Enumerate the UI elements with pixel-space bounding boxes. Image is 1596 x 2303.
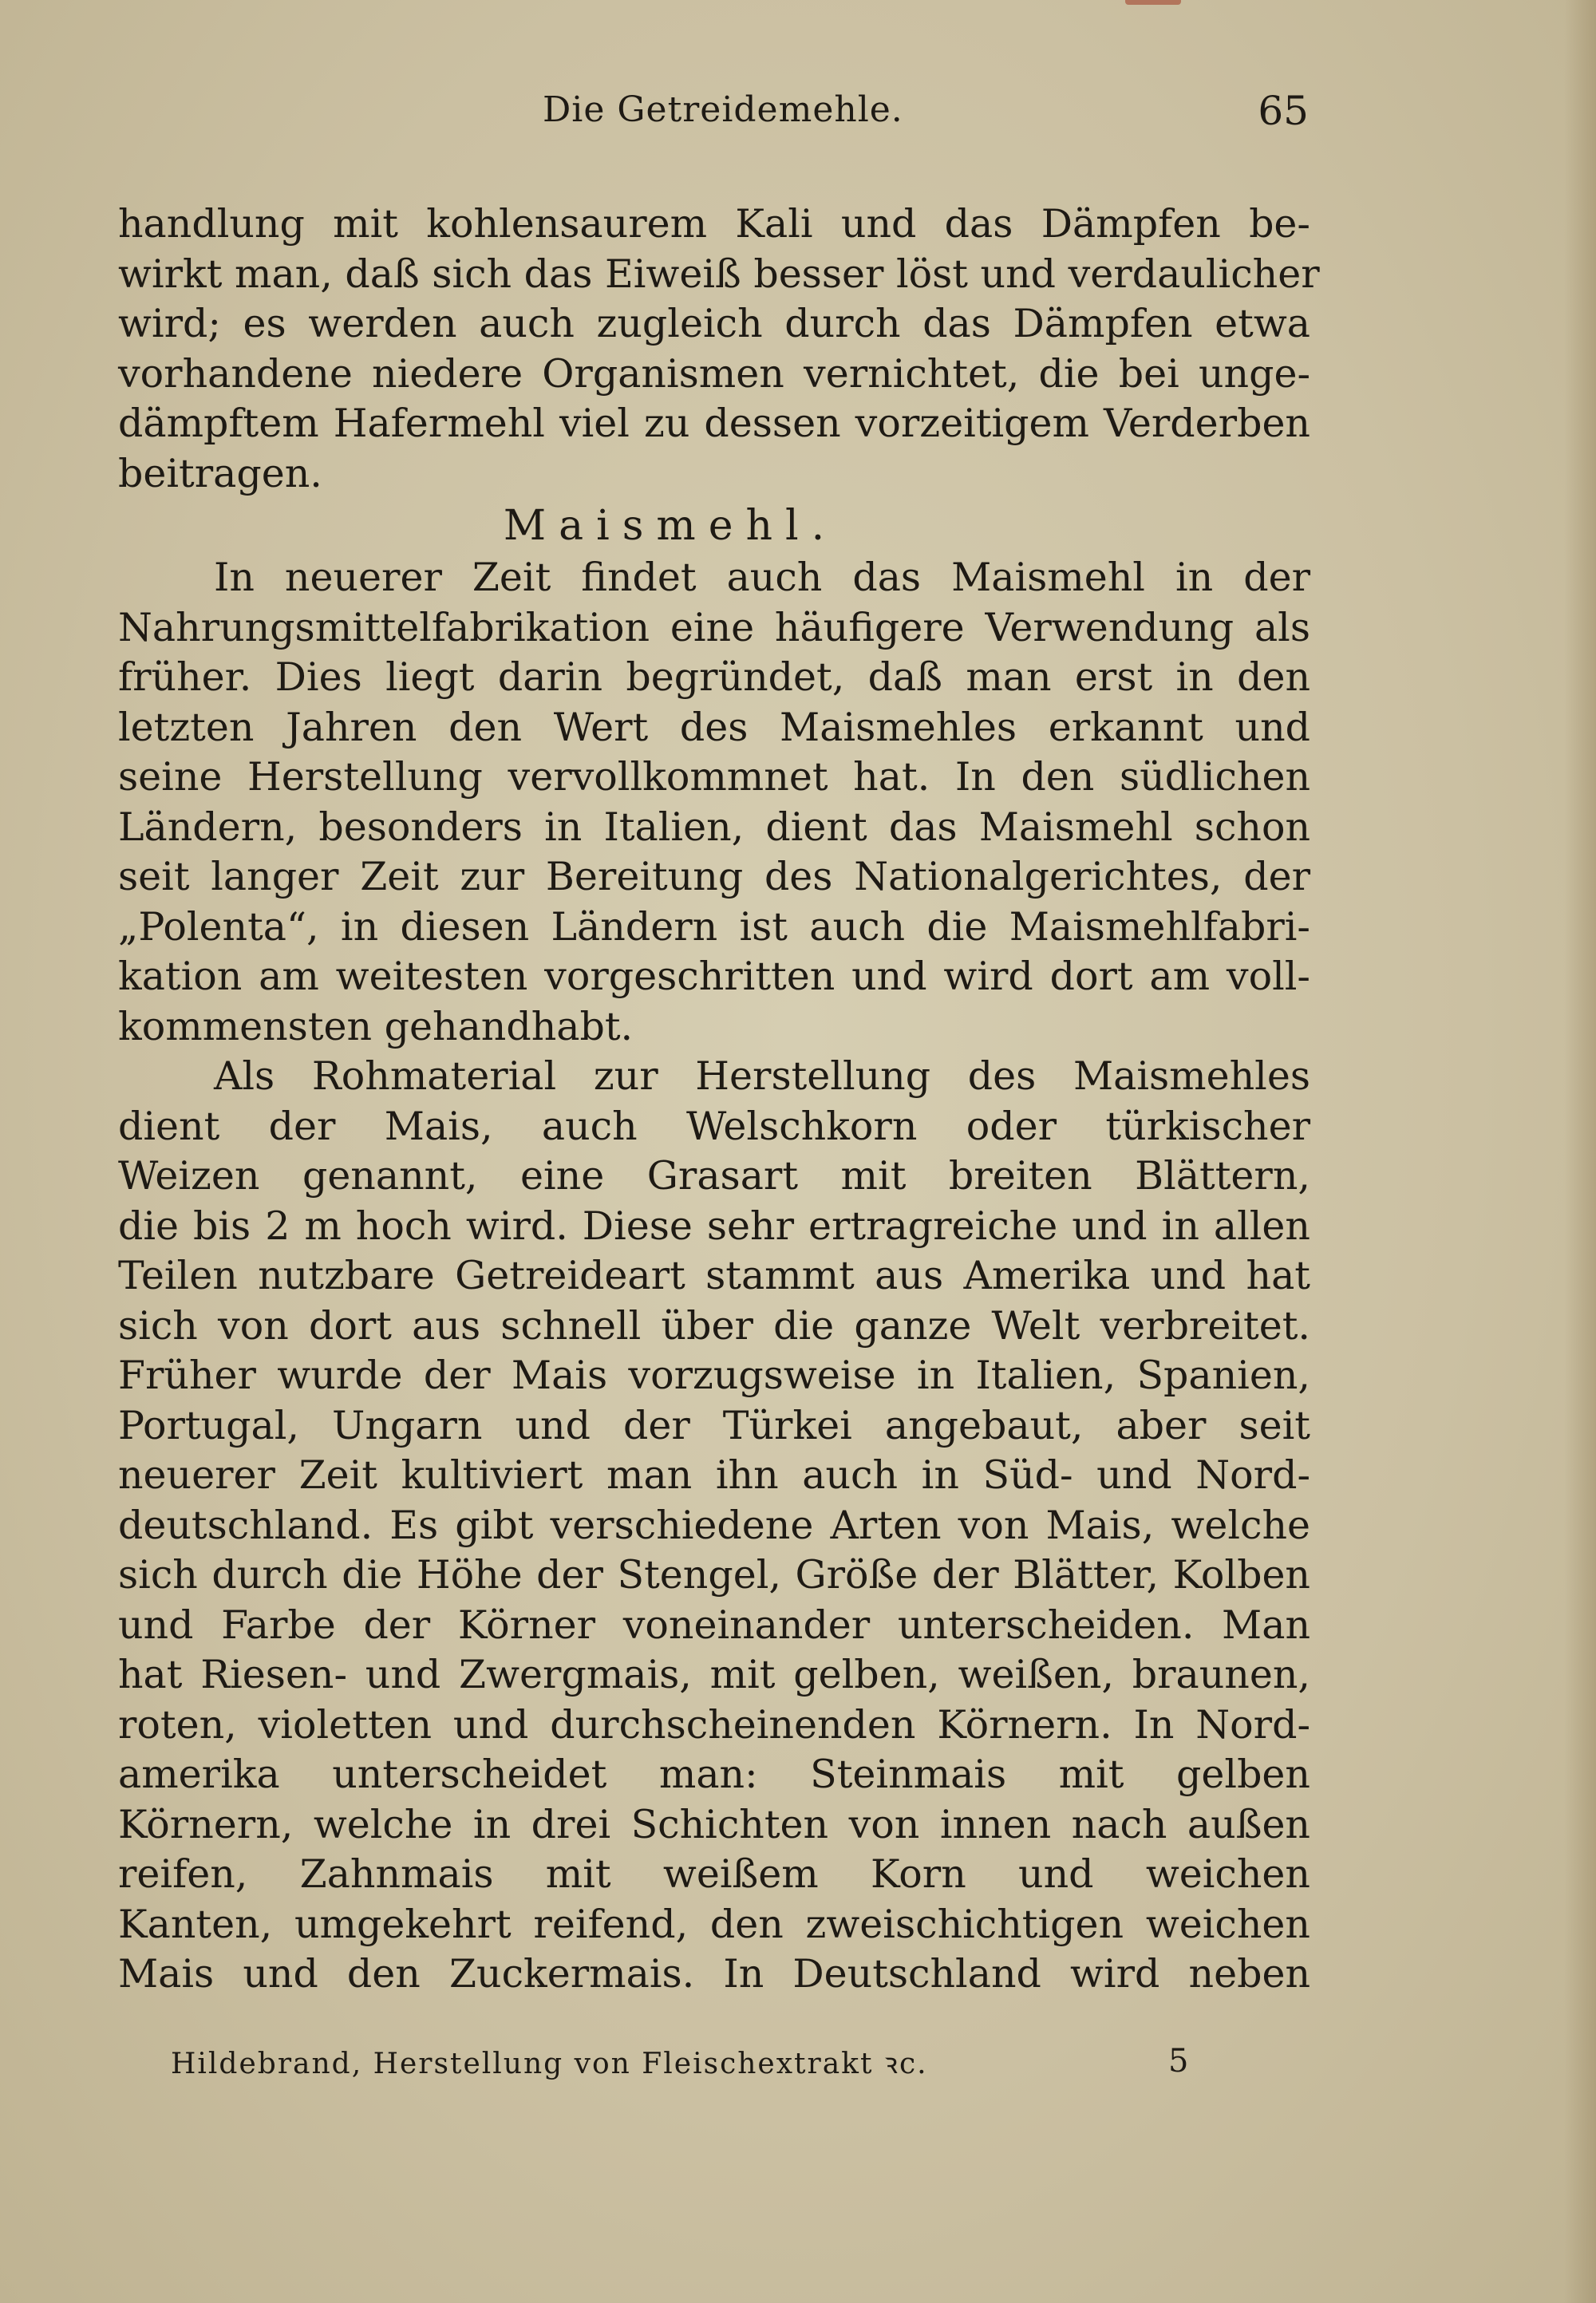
text-line: reifen, Zahnmais mit weißem Korn und weichen: [118, 1851, 1310, 1897]
text-line: seit langer Zeit zur Bereitung des Nationalgerichtes, der: [118, 854, 1310, 899]
text-line: Weizen genannt, eine Grasart mit breiten Blättern,: [118, 1153, 1310, 1199]
signature-mark: 5: [1168, 2043, 1189, 2080]
text-line: wird; es werden auch zugleich durch das Dämpfen etwa: [118, 301, 1310, 346]
text-line: In neuerer Zeit findet auch das Maismehl in der: [214, 555, 1310, 600]
text-line: kommensten gehandhabt.: [118, 1003, 634, 1049]
text-line: „Polenta“, in diesen Ländern ist auch die Maismehlfabri-: [118, 903, 1310, 950]
text-line: handlung mit kohlensaurem Kali und das Dämpfen be-: [118, 201, 1310, 247]
text-line: kation am weitesten vorgeschritten und wird dort am voll-: [118, 954, 1310, 999]
text-line: Körnern, welche in drei Schichten von innen nach außen: [118, 1801, 1310, 1847]
page-number: 65: [1258, 88, 1309, 134]
text-line: Kanten, umgekehrt reifend, den zweischichtigen weichen: [118, 1901, 1310, 1947]
text-line: dämpftem Hafermehl viel zu dessen vorzeitigem Verderben: [118, 401, 1310, 446]
text-line: die bis 2 m hoch wird. Diese sehr ertragreiche und in allen: [118, 1203, 1310, 1249]
text-line: wirkt man, daß sich das Eiweiß besser löst und verdaulicher: [118, 251, 1320, 297]
text-line: hat Riesen- und Zwergmais, mit gelben, weißen, braunen,: [118, 1652, 1310, 1697]
text-line: und Farbe der Körner voneinander unterscheiden. Man: [118, 1602, 1310, 1648]
text-line: amerika unterscheidet man: Steinmais mit gelben: [118, 1752, 1310, 1797]
text-line: dient der Mais, auch Welschkorn oder türkischer: [118, 1103, 1310, 1149]
body-text: [118, 199, 1320, 2000]
page-edge-mark: [1125, 0, 1181, 5]
text-line: vorhandene niedere Organismen vernichtet, die bei unge-: [118, 350, 1310, 397]
text-line: Portugal, Ungarn und der Türkei angebaut, aber seit: [118, 1402, 1310, 1448]
running-title: Die Getreidemehle.: [543, 89, 903, 130]
text-line: roten, violetten und durchscheinenden Körnern. In Nord-: [118, 1701, 1310, 1748]
page-edge-shadow: [1564, 0, 1596, 2303]
text-line: sich von dort aus schnell über die ganze Welt verbreitet.: [118, 1302, 1310, 1349]
paragraph-3: [118, 1052, 1310, 2000]
footer-citation: Hildebrand, Herstellung von Fleischextrakt ꝛc.: [171, 2048, 928, 2080]
text-line: früher. Dies liegt darin begründet, daß man erst in den: [118, 654, 1310, 700]
text-line: sich durch die Höhe der Stengel, Größe der Blätter, Kolben: [118, 1552, 1310, 1598]
running-header: [120, 80, 1309, 144]
text-line: beitragen.: [118, 450, 322, 496]
page-footer: [171, 2043, 1192, 2091]
text-line: seine Herstellung vervollkommnet hat. In den südlichen: [118, 754, 1310, 800]
text-line: Früher wurde der Mais vorzugsweise in Italien, Spanien,: [118, 1353, 1310, 1398]
text-line: neuerer Zeit kultiviert man ihn auch in Süd- und Nord-: [118, 1452, 1310, 1498]
text-line: Ländern, besonders in Italien, dient das Maismehl schon: [118, 804, 1310, 850]
text-line: Mais und den Zuckermais. In Deutschland wird neben: [118, 1951, 1310, 1997]
text-line: letzten Jahren den Wert des Maismehles erkannt und: [118, 704, 1310, 750]
text-line: Nahrungsmittelfabrikation eine häufigere Verwendung als: [118, 604, 1310, 650]
text-line: deutschland. Es gibt verschiedene Arten von Mais, welche: [118, 1502, 1310, 1548]
section-heading: Maismehl.: [503, 502, 838, 550]
paragraph-2: [118, 553, 1310, 1052]
text-line: Teilen nutzbare Getreideart stammt aus Amerika und hat: [118, 1253, 1310, 1298]
paragraph-1: [118, 199, 1320, 499]
text-line: Als Rohmaterial zur Herstellung des Maismehles: [214, 1053, 1310, 1099]
